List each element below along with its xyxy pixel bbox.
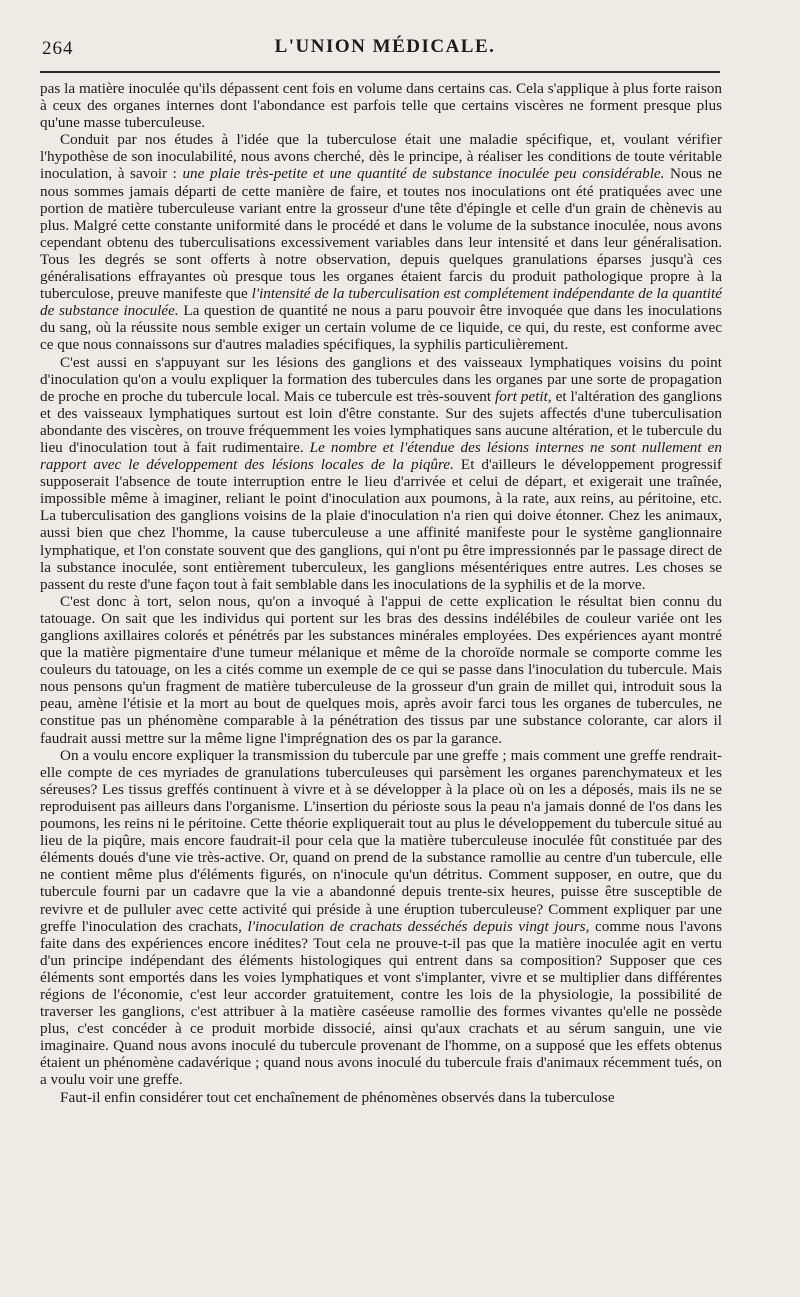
italic-run: une plaie très-petite et une quantité de substance inoculée peu considérable. xyxy=(182,165,665,183)
italic-run: fort petit, xyxy=(495,387,552,405)
italic-run: Le nombre et l'étendue des lésions internes ne sont nullement en rapport avec le développement des lésions locales de la piqûre. xyxy=(40,438,722,474)
page-number: 264 xyxy=(42,38,74,59)
journal-title: L'UNION MÉDICALE. xyxy=(274,36,496,57)
text-run: La question de quantité ne nous a paru pouvoir être invoquée que dans les inoculations du sang, où la réussite nous semble exiger un certain volume de ce liquide, ce qui, du reste, est conforme avec ce que nous connaissons sur d'autres maladies spécifiques, la syphilis particulièrement. xyxy=(40,302,723,354)
paragraph xyxy=(40,131,722,353)
text-run: Nous ne nous sommes jamais départi de cette manière de faire, et toutes nos inoculations ont été pratiquées avec une portion de matière tuberculeuse variant entre la grosseur d'une tête d'épingle et celle d'un grain de chènevis au plus. Malgré cette constante uniformité dans le procédé et dans le volume de la substance inoculée, nous avons cependant obtenu des tuberculisations excessivement variables dans leur intensité et dans leur généralisation. Tous les degrés se sont offerts à notre observation, depuis quelques granulations éparses jusqu'à ces généralisations effrayantes où presque tous les organes étaient farcis du produit pathologique propre à la tuberculose, preuve manifeste que xyxy=(40,165,722,303)
text-run: comme nous l'avons faite dans des expériences encore inédites? Tout cela ne prouve-t-il pas que la matière inoculée agit en vertu d'un principe indépendant des éléments histologiques qui entrent dans sa composition? Supposer que ces éléments sont emportés dans les voies lymphatiques et vont s'implanter, vivre et se multiplier dans différentes régions de l'économie, c'est leur accorder gratuitement, contre les lois de la physiologie, la possibilité de traverser les ganglions, c'est attribuer à la matière caséeuse ramollie des formes vivantes qu'elle ne possède plus, c'est concéder à ce produit morbide dissocié, ainsi qu'aux crachats et au sérum sanguin, une vie imaginaire. Quand nous avons inoculé du tubercule provenant de l'homme, on a supposé que les effets obtenus étaient un phénomène cadavérique ; quand nous avons inoculé du tubercule frais d'animaux récemment tués, on a voulu voir une greffe. xyxy=(40,917,723,1089)
paragraph xyxy=(40,747,722,1089)
header-rule xyxy=(40,71,720,73)
body-text xyxy=(40,80,722,1106)
text-run: pas la matière inoculée qu'ils dépassent cent fois en volume dans certains cas. Cela s'applique à plus forte raison à ceux des organes internes dont l'abondance est parfois telle que certains viscères ne forment presque plus qu'une masse tuberculeuse. xyxy=(40,80,722,132)
running-header xyxy=(40,36,730,66)
text-run: Faut-il enfin considérer tout cet enchaînement de phénomènes observés dans la tuberculose xyxy=(60,1088,615,1106)
text-run: et l'altération des ganglions et des vaisseaux lymphatiques surtout est loin d'être constante. Sur des sujets affectés d'une tuberculisation abondante des viscères, on trouve fréquemment les voies lymphatiques sans aucune altération, et le tubercule du lieu d'inoculation tout à fait rudimentaire. xyxy=(40,387,722,456)
text-run: C'est aussi en s'appuyant sur les lésions des ganglions et des vaisseaux lymphatiques voisins du point d'inoculation qu'on a voulu expliquer la formation des tubercules dans les organes par une sorte de propagation de proche en proche du tubercule local. Mais ce tubercule est très-souvent xyxy=(40,353,722,405)
italic-run: l'intensité de la tuberculisation est complétement indépendante de la quantité de substance inoculée. xyxy=(40,285,722,320)
text-run: On a voulu encore expliquer la transmission du tubercule par une greffe ; mais comment une greffe rendrait-elle compte de ces myriades de granulations tuberculeuses qui parsèment les organes parenchymateux et les séreuses? Les tissus greffés continuent à vivre et à se développer à la place où on les a déposés, mais ils ne se reproduisent pas ailleurs dans l'organisme. L'insertion du périoste sous la peau n'a jamais donné de l'os dans les poumons, les reins ni le péritoine. Cette théorie expliquerait tout au plus le développement du tubercule situé au lieu de la piqûre, mais encore faudrait-il pour cela que la matière tuberculeuse inoculée fût constituée par des éléments doués d'une vie très-active. Or, quand on prend de la substance ramollie au centre d'un tubercule, elle ne contient même plus d'éléments figurés, on n'inocule qu'un détritus. Comment supposer, en outre, que du tubercule fourni par un cadavre que la vie a abandonné depuis trente-six heures, puisse être susceptible de revivre et de pulluler avec cette activité qui préside à une éruption tuberculeuse? Comment expliquer par une greffe l'inoculation des crachats, xyxy=(40,746,722,935)
paragraph xyxy=(40,593,722,747)
italic-run: l'inoculation de crachats desséchés depuis vingt jours, xyxy=(247,917,590,935)
paragraph xyxy=(40,354,722,593)
text-run: C'est donc à tort, selon nous, qu'on a invoqué à l'appui de cette explication le résultat bien connu du tatouage. On sait que les individus qui portent sur les bras des dessins indélébiles de couleur variée ont les ganglions axillaires colorés et pénétrés par les substances minérales employées. Des expériences ayant montré que la matière pigmentaire d'une tumeur mélanique et même de la choroïde normale se comporte comme les couleurs du tatouage, on les a cités comme un exemple de ce qui se passe dans l'inoculation du tubercule. Mais nous pensons qu'un fragment de matière tuberculeuse de la grosseur d'un grain de millet qui, introduit sous la peau, amène l'étisie et la mort au bout de quelques mois, après avoir farci tous les organes de tubercules, ne constitue pas un phénomène comparable à la pénétration des tissus par une substance colorante, car alors il faudrait aussi mettre sur la même ligne l'imprégnation des os par la garance. xyxy=(40,592,722,747)
text-run: Conduit par nos études à l'idée que la tuberculose était une maladie spécifique, et, voulant vérifier l'hypothèse de son inoculabilité, nous avons cherché, dès le principe, à réaliser les conditions de toute véritable inoculation, à savoir : xyxy=(40,131,722,183)
text-run: Et d'ailleurs le développement progressif supposerait l'absence de toute interruption entre le lieu d'arrivée et celui de départ, et exigerait une traînée, impossible même à imaginer, reliant le point d'inoculation aux poumons, à la rate, aux reins, au péritoine, etc. La tuberculisation des ganglions voisins de la plaie d'inoculation n'a rien qui doive étonner. Chez les animaux, aussi bien que chez l'homme, la cause tuberculeuse a une affinité manifeste pour le système ganglionnaire lymphatique, et l'on constate souvent que des ganglions, qui n'ont pu être impressionnés par le passage direct de la substance inoculée, sont entièrement tuberculeux, les ganglions mésentériques entre autres. Les choses se passent du reste d'une façon tout à fait semblable dans les inoculations de la syphilis et de la morve. xyxy=(40,456,722,593)
paragraph xyxy=(40,80,722,131)
paragraph xyxy=(40,1089,722,1106)
